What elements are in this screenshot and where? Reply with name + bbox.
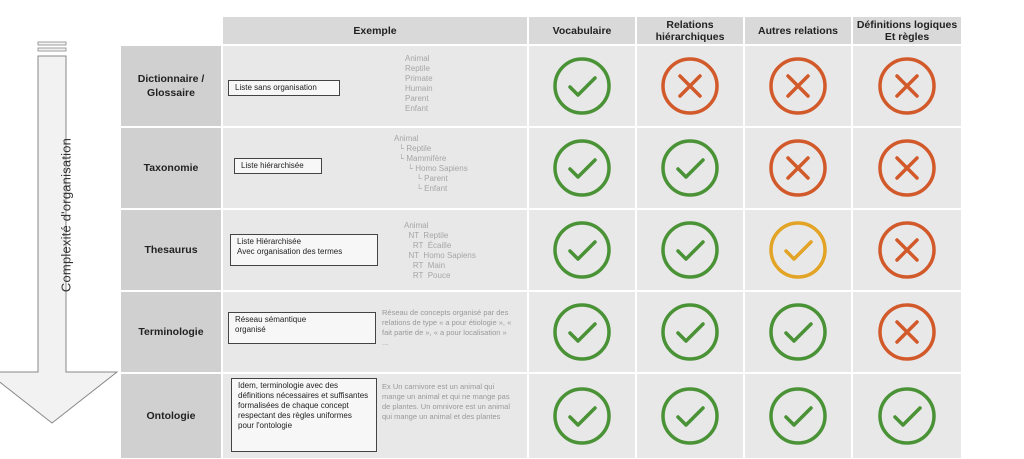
mark-cell-autres: [745, 46, 851, 126]
example-cell: [223, 210, 527, 290]
mark-cell-vocab: [529, 374, 635, 458]
cross-icon: [659, 55, 721, 117]
cross-icon: [767, 137, 829, 199]
row-label: Terminologie: [121, 292, 221, 372]
mark-cell-vocab: [529, 128, 635, 208]
example-description: Réseau de concepts organisé par des relations de type « a pour étiologie », « fait partie de », « a pour localisation » ...: [382, 308, 512, 347]
example-term: └ Reptile: [394, 144, 432, 153]
example-term: Reptile: [405, 64, 430, 73]
example-terms: [405, 54, 433, 114]
row-label: Thesaurus: [121, 210, 221, 290]
mark-cell-vocab: [529, 210, 635, 290]
example-term: Animal: [394, 134, 419, 143]
partial-check-icon: [767, 219, 829, 281]
mark-cell-def: [853, 128, 961, 208]
arrow-bar-top-2: [38, 48, 66, 51]
example-terms: [394, 134, 468, 194]
check-icon: [551, 55, 613, 117]
check-icon: [767, 301, 829, 363]
row-label: Taxonomie: [121, 128, 221, 208]
example-box: Liste sans organisation: [228, 80, 340, 96]
example-terms: [404, 221, 476, 281]
cross-icon: [876, 55, 938, 117]
example-term: Primate: [405, 74, 433, 83]
example-term: RT Pouce: [404, 271, 451, 280]
mark-cell-hier: [637, 292, 743, 372]
check-icon: [659, 301, 721, 363]
example-description: Ex Un carnivore est un animal qui mange un animal et qui ne mange pas de plantes. Un omnivore est un animal qui mange un animal et des plantes: [382, 382, 510, 421]
check-icon: [876, 385, 938, 447]
example-term: NT Reptile: [404, 231, 449, 240]
mark-cell-def: [853, 46, 961, 126]
example-term: NT Homo Sapiens: [404, 251, 476, 260]
mark-cell-hier: [637, 374, 743, 458]
example-box: Idem, terminologie avec des définitions nécessaires et suffisantes formalisées de chaque concept respectant des règles uniformes pour l'ontologie: [231, 378, 377, 452]
cross-icon: [876, 301, 938, 363]
mark-cell-def: [853, 210, 961, 290]
example-cell: [223, 46, 527, 126]
mark-cell-vocab: [529, 292, 635, 372]
check-icon: [551, 385, 613, 447]
header-def: Définitions logiques Et règles: [853, 17, 961, 44]
cross-icon: [876, 137, 938, 199]
check-icon: [551, 301, 613, 363]
check-icon: [659, 219, 721, 281]
arrow-bar-top-1: [38, 42, 66, 45]
check-icon: [659, 385, 721, 447]
example-term: └ Parent: [394, 174, 448, 183]
mark-cell-def: [853, 374, 961, 458]
cross-icon: [876, 219, 938, 281]
example-cell: [223, 292, 527, 372]
header-autres: Autres relations: [745, 17, 851, 44]
mark-cell-hier: [637, 210, 743, 290]
mark-cell-def: [853, 292, 961, 372]
header-exemple: Exemple: [223, 17, 527, 44]
example-term: └ Homo Sapiens: [394, 164, 468, 173]
example-term: RT Main: [404, 261, 446, 270]
example-term: Humain: [405, 84, 433, 93]
header-hier: Relations hiérarchiques: [637, 17, 743, 44]
check-icon: [551, 137, 613, 199]
axis-label-text: Complexité d'organisation: [58, 137, 74, 293]
mark-cell-hier: [637, 128, 743, 208]
row-label: Ontologie: [121, 374, 221, 458]
example-term: Animal: [405, 54, 430, 63]
mark-cell-vocab: [529, 46, 635, 126]
mark-cell-autres: [745, 210, 851, 290]
check-icon: [767, 385, 829, 447]
example-box: Réseau sémantique organisé: [228, 312, 376, 344]
example-term: Parent: [405, 94, 429, 103]
header-vocab: Vocabulaire: [529, 17, 635, 44]
example-box: Liste hiérarchisée: [234, 158, 322, 174]
example-term: RT Écaille: [404, 241, 452, 250]
example-box: Liste Hiérarchisée Avec organisation des termes: [230, 234, 378, 266]
example-cell: [223, 374, 527, 458]
check-icon: [551, 219, 613, 281]
example-term: └ Enfant: [394, 184, 448, 193]
mark-cell-autres: [745, 292, 851, 372]
example-term: └ Mammifère: [394, 154, 447, 163]
example-term: Animal: [404, 221, 429, 230]
example-term: Enfant: [405, 104, 429, 113]
cross-icon: [767, 55, 829, 117]
mark-cell-hier: [637, 46, 743, 126]
row-label: Dictionnaire / Glossaire: [121, 46, 221, 126]
mark-cell-autres: [745, 374, 851, 458]
mark-cell-autres: [745, 128, 851, 208]
check-icon: [659, 137, 721, 199]
example-cell: [223, 128, 527, 208]
